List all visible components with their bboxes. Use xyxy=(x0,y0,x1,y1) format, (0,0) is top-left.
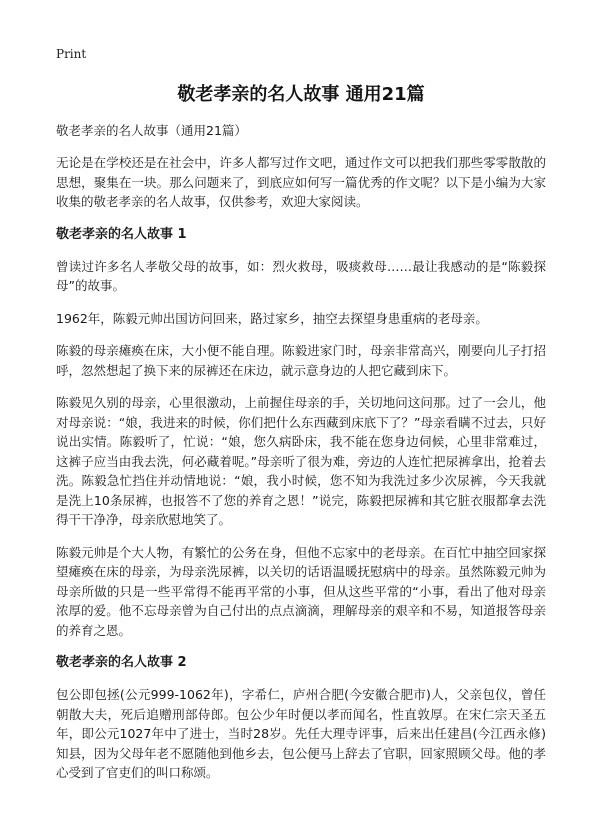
story-paragraph: 曾读过许多名人孝敬父母的故事，如：烈火救母，吸痰救母……最让我感动的是“陈毅探母”的故事。 xyxy=(56,258,546,293)
story-paragraph: 陈毅见久别的母亲，心里很激动，上前握住母亲的手，关切地问这问那。过了一会儿，他对母亲说：“娘，我进来的时候，你们把什么东西藏到床底下了？”母亲看瞒不过去，只好说出实情。陈毅听了，忙说：“娘，您久病卧床，我不能在您身边伺候，心里非常难过，这裤子应当由我去洗，何必藏着呢。”母亲听了很为难，旁边的人连忙把尿裤拿出，抢着去洗。陈毅急忙挡住并动情地说：“娘，我小时候，您不知为我洗过多少次尿裤，今天我就是洗上10条尿裤，也报答不了您的养育之恩！”说完，陈毅把尿裤和其它脏衣服都拿去洗得干干净净，母亲欣慰地笑了。 xyxy=(56,395,546,527)
story-paragraph: 1962年，陈毅元帅出国访问回来，路过家乡，抽空去探望身患重病的老母亲。 xyxy=(56,310,488,326)
story-paragraph: 陈毅的母亲瘫痪在床，大小便不能自理。陈毅进家门时，母亲非常高兴，刚要向儿子打招呼，忽然想起了换下来的尿裤还在床边，就示意身边的人把它藏到床下。 xyxy=(56,343,546,378)
story-heading: 敬老孝亲的名人故事 1 xyxy=(56,226,187,242)
story-paragraph: 包公即包拯(公元999-1062年)，字希仁，庐州合肥(今安徽合肥市)人，父亲包仪，曾任朝散大夫，死后追赠刑部侍郎。包公少年时便以孝而闻名，性直敦厚。在宋仁宗天圣五年，即公元1027年中了进士，当时28岁。先任大理寺评事，后来出任建昌(今江西永修)知县，因为父母年老不愿随他到他乡去，包公便马上辞去了官职，回家照顾父母。他的孝心受到了官吏们的叫口称颂。 xyxy=(56,687,546,780)
story-section-1 xyxy=(56,225,546,641)
document-body xyxy=(56,121,546,796)
story-section-2 xyxy=(56,653,546,783)
story-paragraph: 陈毅元帅是个大人物，有繁忙的公务在身，但他不忘家中的老母亲。在百忙中抽空回家探望瘫痪在床的母亲，为母亲洗尿裤，以关切的话语温暖抚慰病中的母亲。虽然陈毅元帅为母亲所做的只是一些平常得不能再平常的小事，但从这些平常的“小事，看出了他对母亲浓厚的爱。他不忘母亲曾为自己付出的点点滴滴，理解母亲的艰辛和不易，知道报答母亲的养育之恩。 xyxy=(56,544,546,638)
print-link[interactable]: Print xyxy=(56,47,87,61)
intro-paragraph: 无论是在学校还是在社会中，许多人都写过作文吧，通过作文可以把我们那些零零散散的思想，聚集在一块。那么问题来了，到底应如何写一篇优秀的作文呢？以下是小编为大家收集的敬老孝亲的名人故事，仅供参考，欢迎大家阅读。 xyxy=(56,155,546,209)
document-subtitle: 敬老孝亲的名人故事（通用21篇） xyxy=(56,123,247,138)
page-title: 敬老孝亲的名人故事 通用21篇 xyxy=(177,84,425,105)
story-heading: 敬老孝亲的名人故事 2 xyxy=(56,655,187,670)
